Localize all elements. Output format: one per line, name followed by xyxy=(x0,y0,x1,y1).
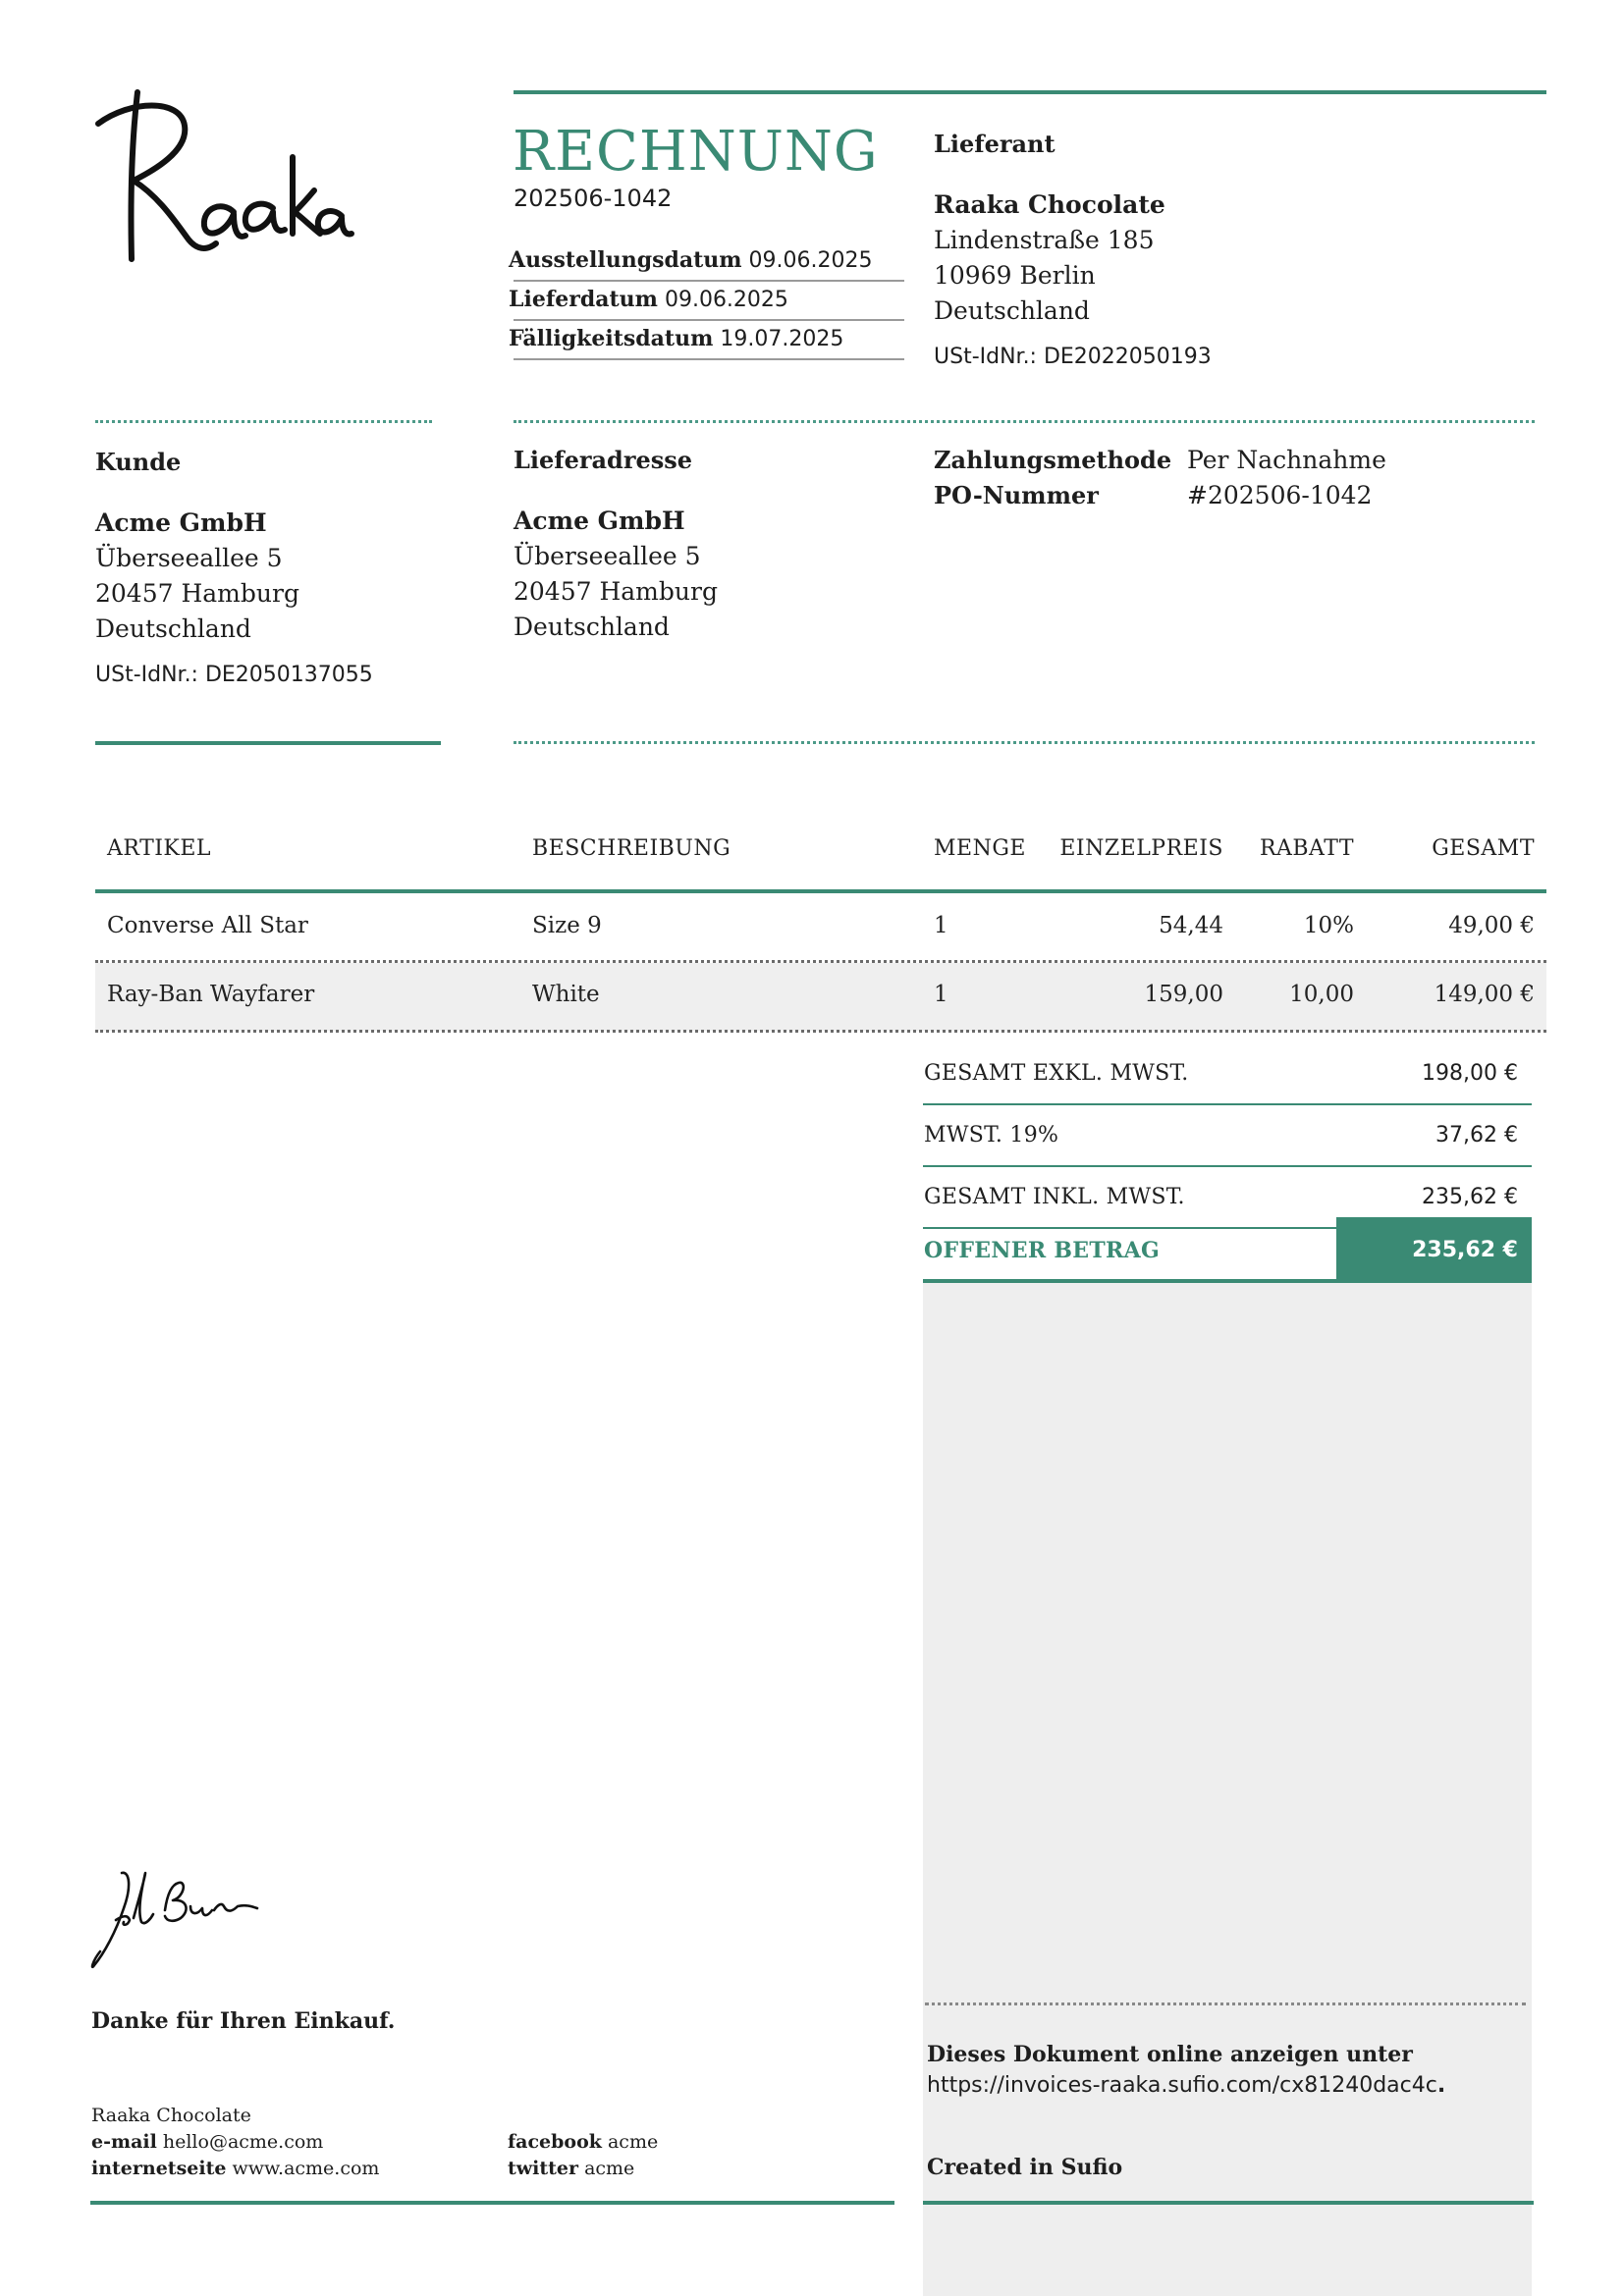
row-total: 49,00 € xyxy=(1448,913,1535,938)
panel-divider xyxy=(925,2002,1526,2005)
delivery-date-label: Lieferdatum xyxy=(509,287,658,312)
footer-rule xyxy=(90,2201,894,2205)
col-header-item: ARTIKEL xyxy=(107,836,212,861)
supplier-street: Lindenstraße 185 xyxy=(934,226,1155,254)
invoice-title: RECHNUNG xyxy=(513,120,879,184)
invoice-number: 202506-1042 xyxy=(514,185,673,212)
col-header-unit-price: EINZELPREIS xyxy=(1059,836,1223,861)
thank-you-note: Danke für Ihren Einkauf. xyxy=(91,2008,396,2034)
customer-city: 20457 Hamburg xyxy=(95,579,299,608)
payment-method-label: Zahlungsmethode xyxy=(934,446,1172,474)
issue-date-value: 09.06.2025 xyxy=(748,248,873,273)
due-date-row xyxy=(509,326,894,351)
row-discount: 10% xyxy=(1303,913,1354,938)
delivery-country: Deutschland xyxy=(514,613,670,641)
customer-country: Deutschland xyxy=(95,614,251,643)
row-description: White xyxy=(532,982,600,1007)
supplier-city: 10969 Berlin xyxy=(934,261,1096,290)
row-quantity: 1 xyxy=(934,913,948,938)
summary-divider xyxy=(923,1103,1532,1105)
footer-twitter[interactable]: acme xyxy=(584,2158,635,2179)
vat-value: 37,62 € xyxy=(1435,1123,1518,1148)
footer-web-label: internetseite xyxy=(91,2158,227,2179)
delivery-date-row xyxy=(509,287,894,312)
supplier-name: Raaka Chocolate xyxy=(934,190,1165,219)
row-quantity: 1 xyxy=(934,982,948,1007)
supplier-vat: USt-IdNr.: DE2022050193 xyxy=(934,345,1212,369)
row-discount: 10,00 xyxy=(1289,982,1354,1007)
footer-email-label: e-mail xyxy=(91,2131,157,2153)
signature xyxy=(88,1867,265,1975)
row-divider xyxy=(95,1030,1546,1033)
footer-facebook[interactable]: acme xyxy=(607,2131,659,2153)
footer-web-line xyxy=(91,2158,379,2179)
footer-web[interactable]: www.acme.com xyxy=(232,2158,380,2179)
online-url[interactable]: https://invoices-raaka.sufio.com/cx81240dac4c xyxy=(927,2073,1437,2098)
row-item: Converse All Star xyxy=(107,913,308,938)
col-header-description: BESCHREIBUNG xyxy=(532,836,731,861)
footer-company: Raaka Chocolate xyxy=(91,2105,251,2126)
due-date-label: Fälligkeitsdatum xyxy=(509,326,714,351)
date-divider xyxy=(514,358,904,360)
panel-footer-rule xyxy=(923,2201,1534,2205)
customer-street: Überseeallee 5 xyxy=(95,544,283,572)
delivery-heading: Lieferadresse xyxy=(514,446,693,474)
row-item: Ray-Ban Wayfarer xyxy=(107,982,315,1007)
issue-date-label: Ausstellungsdatum xyxy=(509,247,742,273)
footer-email-line xyxy=(91,2131,323,2153)
footer-email[interactable]: hello@acme.com xyxy=(162,2131,324,2153)
delivery-block xyxy=(514,446,906,645)
section-divider xyxy=(95,420,432,423)
supplier-block xyxy=(934,130,1484,369)
po-number-label: PO-Nummer xyxy=(934,481,1099,509)
footer-facebook-line xyxy=(508,2131,658,2153)
date-divider xyxy=(514,319,904,321)
delivery-street: Überseeallee 5 xyxy=(514,542,701,570)
delivery-name: Acme GmbH xyxy=(514,507,685,535)
supplier-heading: Lieferant xyxy=(934,130,1056,158)
vat-label: MWST. 19% xyxy=(924,1123,1059,1148)
side-panel xyxy=(923,1283,1532,2296)
due-date-value: 19.07.2025 xyxy=(720,327,844,351)
net-total-value: 198,00 € xyxy=(1422,1061,1518,1086)
po-number-value: #202506-1042 xyxy=(1187,481,1373,509)
row-unit-price: 54,44 xyxy=(1159,913,1223,938)
col-header-discount: RABATT xyxy=(1259,836,1354,861)
col-header-quantity: MENGE xyxy=(934,836,1026,861)
payment-method-value: Per Nachnahme xyxy=(1187,446,1386,474)
online-heading: Dieses Dokument online anzeigen unter xyxy=(927,2042,1413,2067)
issue-date-row xyxy=(509,247,894,273)
footer-twitter-line xyxy=(508,2158,634,2179)
online-link-line xyxy=(927,2073,1445,2098)
delivery-date-value: 09.06.2025 xyxy=(664,288,788,312)
gross-total-value: 235,62 € xyxy=(1422,1185,1518,1209)
header-top-rule xyxy=(514,90,1546,94)
footer-facebook-label: facebook xyxy=(508,2131,602,2153)
row-description: Size 9 xyxy=(532,913,602,938)
row-total: 149,00 € xyxy=(1434,982,1535,1007)
customer-name: Acme GmbH xyxy=(95,508,267,537)
row-unit-price: 159,00 xyxy=(1144,982,1223,1007)
customer-heading: Kunde xyxy=(95,448,182,476)
net-total-label: GESAMT EXKL. MWST. xyxy=(924,1061,1189,1086)
section-divider xyxy=(514,420,1535,423)
amount-due-value: 235,62 € xyxy=(1412,1238,1518,1262)
col-header-total: GESAMT xyxy=(1432,836,1535,861)
customer-bottom-rule xyxy=(95,741,441,745)
customer-vat: USt-IdNr.: DE2050137055 xyxy=(95,663,373,687)
created-in-sufio: Created in Sufio xyxy=(927,2155,1123,2180)
footer-twitter-label: twitter xyxy=(508,2158,579,2179)
delivery-city: 20457 Hamburg xyxy=(514,577,718,606)
gross-total-label: GESAMT INKL. MWST. xyxy=(924,1185,1185,1209)
summary-divider xyxy=(923,1165,1532,1167)
raaka-logo xyxy=(90,86,355,273)
online-url-dot: . xyxy=(1436,2073,1446,2098)
section-divider xyxy=(514,741,1535,744)
supplier-country: Deutschland xyxy=(934,296,1090,325)
customer-block xyxy=(95,448,488,687)
date-divider xyxy=(514,280,904,282)
amount-due-label: OFFENER BETRAG xyxy=(924,1238,1161,1263)
